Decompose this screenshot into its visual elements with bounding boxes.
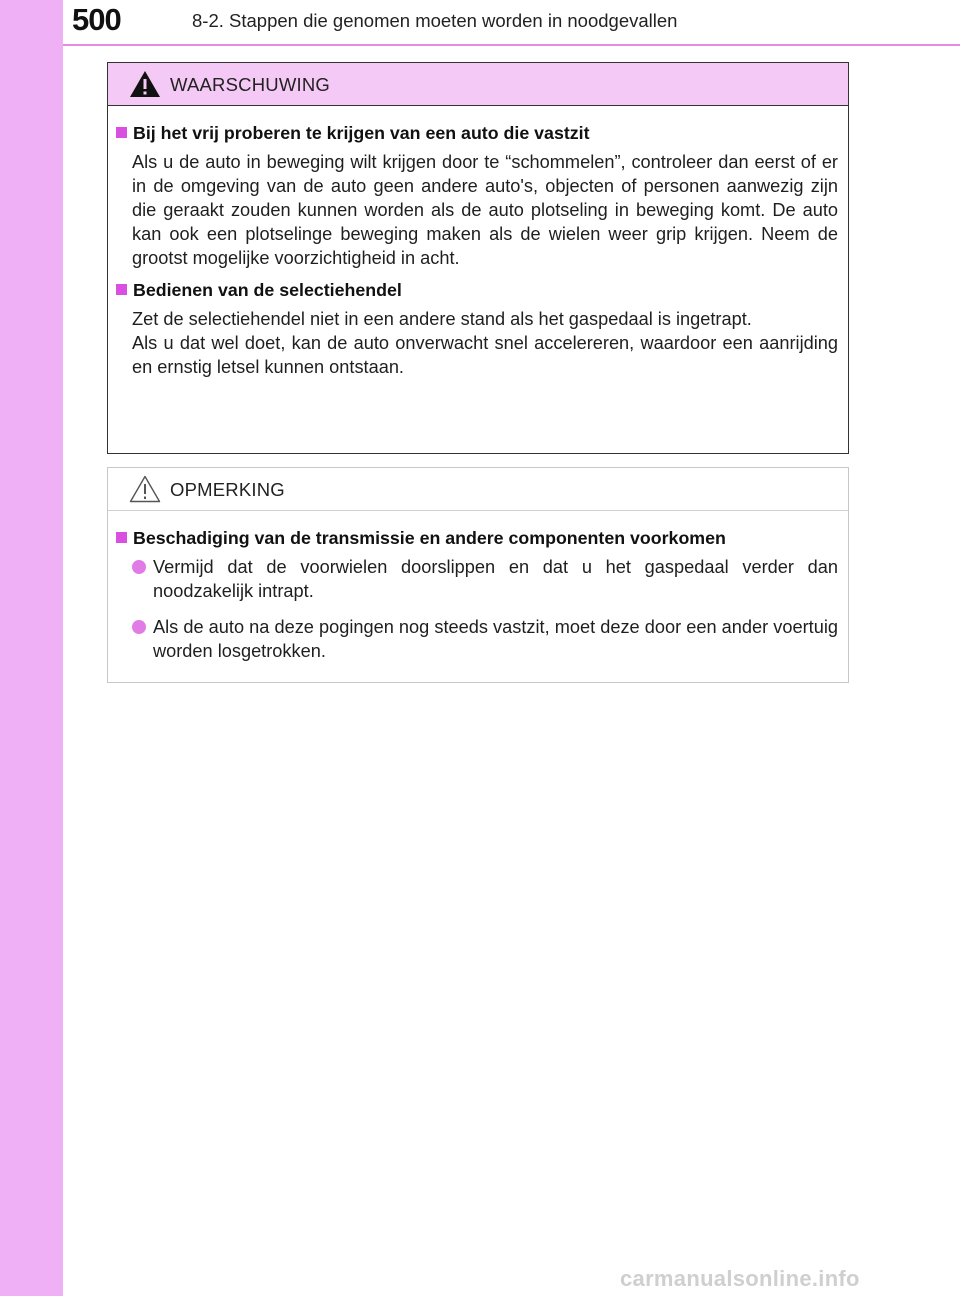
warning-title: WAARSCHUWING [170,74,330,95]
notice-box-header [108,468,848,511]
list-item [132,615,838,663]
warning-paragraph: Zet de selectiehendel niet in een andere stand als het gaspedaal is ingetrapt. [132,309,752,329]
bullet-dot-icon [132,560,146,574]
warning-triangle-icon [128,69,162,99]
section-title: 8-2. Stappen die genomen moeten worden in noodgevallen [192,10,678,31]
notice-title: OPMERKING [170,479,285,500]
warning-box-body [108,106,848,379]
list-item-text: Vermijd dat de voorwielen doorslippen en dat u het gaspedaal verder dan noodzakelijk intrapt. [153,557,838,601]
notice-box-body [108,511,848,663]
warning-section-heading [116,280,838,301]
watermark: carmanualsonline.info [620,1266,860,1291]
header-divider [63,44,960,46]
section-heading-text: Bedienen van de selectiehendel [133,280,402,300]
side-color-band [0,0,63,1296]
warning-paragraph: Als u de auto in beweging wilt krijgen door te “schommelen”, controleer dan eerst of er in de omgeving van de auto geen andere auto's, objecten of personen aanwezig zijn die geraakt zouden kunnen worden als de auto plotseling in beweging komt. De auto kan ook een plotselinge beweging maken als de wielen weer grip krijgen. Neem de grootst mogelijke voorzichtigheid in acht. [132,152,838,268]
section-heading-text: Beschadiging van de transmissie en andere componenten voorkomen [133,528,726,548]
list-item [132,555,838,603]
bullet-dot-icon [132,620,146,634]
notice-triangle-icon [128,474,162,504]
section-square-icon [116,532,127,543]
notice-box [107,467,849,683]
section-square-icon [116,127,127,138]
warning-box [107,62,849,454]
notice-section-heading [116,528,838,549]
warning-section-heading [116,123,838,144]
warning-box-header [108,63,848,106]
warning-paragraph: Als u dat wel doet, kan de auto onverwacht snel accelereren, waardoor een aanrijding en ernstig letsel kunnen ontstaan. [132,333,838,377]
section-square-icon [116,284,127,295]
section-heading-text: Bij het vrij proberen te krijgen van een auto die vastzit [133,123,590,143]
page-number: 500 [72,2,121,37]
list-item-text: Als de auto na deze pogingen nog steeds vastzit, moet deze door een ander voertuig worden losgetrokken. [153,617,838,661]
